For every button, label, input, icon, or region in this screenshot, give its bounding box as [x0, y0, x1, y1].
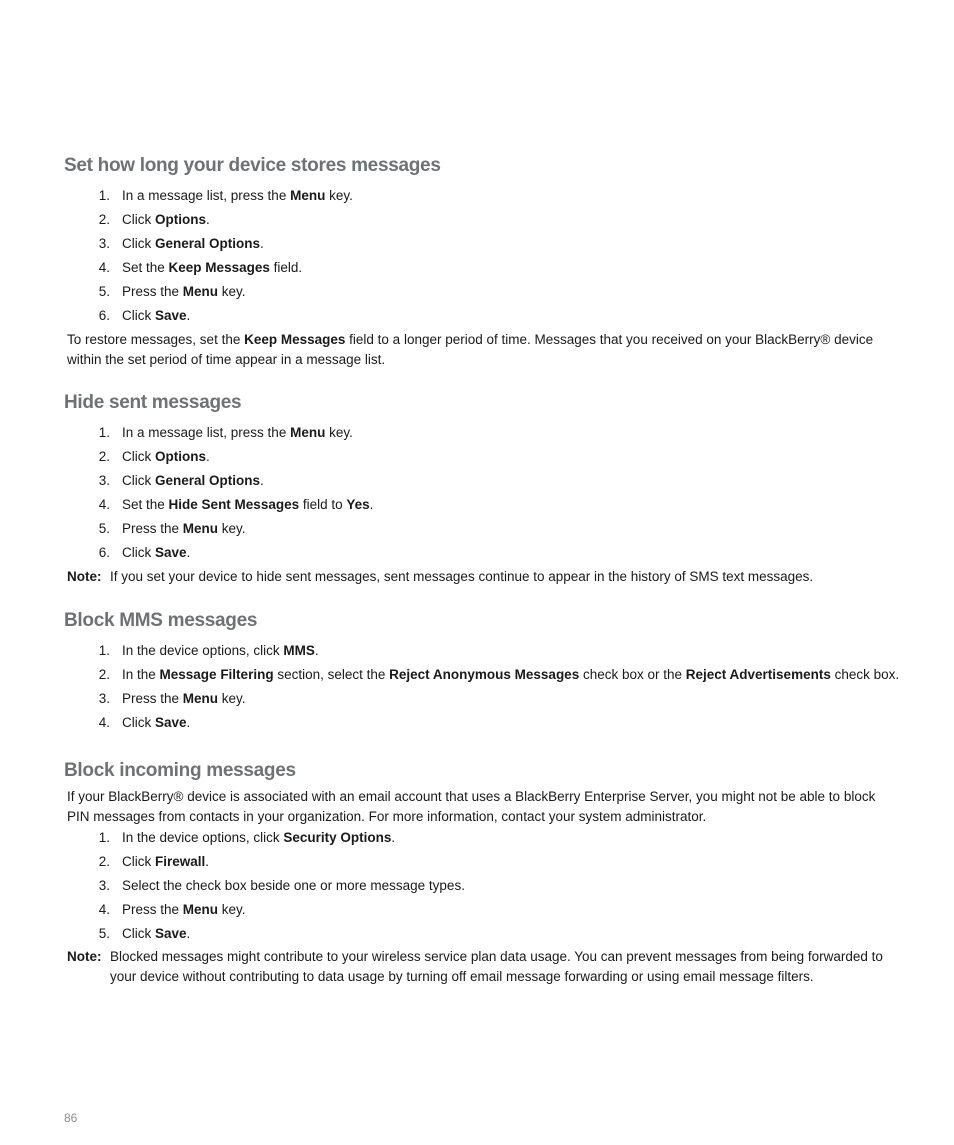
- step-text: [110, 541, 190, 565]
- step-number: 2.: [98, 667, 110, 682]
- step-number: 5.: [98, 521, 110, 536]
- text-run: In the: [122, 667, 160, 682]
- step-text: [110, 256, 302, 280]
- text-run: Click: [122, 212, 155, 227]
- step-item: [64, 711, 894, 735]
- step-number: 4.: [98, 260, 110, 275]
- note-text: If you set your device to hide sent messages, sent messages continue to appear in the history of SMS text messages.: [110, 569, 814, 584]
- step-text: [110, 493, 373, 517]
- ui-term: Save: [155, 308, 187, 323]
- step-text: [110, 922, 190, 946]
- step-number: 1.: [98, 425, 110, 440]
- section-hide-sent: [64, 392, 894, 587]
- step-item: [64, 208, 894, 232]
- text-run: In a message list, press the: [122, 425, 291, 440]
- step-item: [64, 304, 894, 328]
- ui-term: Yes: [346, 497, 370, 512]
- ui-term: Menu: [182, 284, 219, 299]
- step-number: 6.: [98, 308, 110, 323]
- text-run: .: [206, 449, 210, 464]
- text-run: Press the: [122, 521, 183, 536]
- step-text: [110, 232, 264, 256]
- step-number: 1.: [98, 830, 110, 845]
- ui-term: Keep Messages: [168, 260, 270, 275]
- section-heading: Block incoming messages: [64, 760, 296, 781]
- step-item: [64, 469, 894, 493]
- ui-term: Reject Advertisements: [685, 667, 831, 682]
- text-run: .: [391, 830, 396, 845]
- paragraph: [64, 330, 894, 369]
- section-heading: Set how long your device stores messages: [64, 155, 441, 176]
- text-run: key.: [218, 284, 246, 299]
- text-run: If your BlackBerry® device is associated with an email account that uses a BlackBerry Enterprise Server, you might not be able to block PIN messages from contacts in your organization. For more information, contact your system administrator.: [67, 789, 876, 824]
- text-run: key.: [218, 902, 246, 917]
- section-block-mms: [64, 610, 900, 735]
- ui-term: Menu: [182, 902, 219, 917]
- step-item: [64, 687, 894, 711]
- ui-term: Save: [155, 926, 187, 941]
- text-run: .: [186, 926, 191, 941]
- step-item: [64, 493, 894, 517]
- text-run: Click: [122, 715, 155, 730]
- step-text: [110, 711, 190, 735]
- steps-list: [64, 421, 894, 565]
- step-item: [64, 232, 894, 256]
- text-run: .: [369, 497, 374, 512]
- note-label: Note:: [67, 569, 102, 584]
- text-run: Press the: [122, 284, 183, 299]
- step-number: 2.: [98, 212, 110, 227]
- step-text: [110, 639, 319, 663]
- text-run: Click: [122, 854, 155, 869]
- paragraph: [64, 787, 894, 826]
- ui-term: Save: [155, 715, 187, 730]
- text-run: .: [260, 236, 264, 251]
- text-run: Select the check box beside one or more message types.: [122, 878, 465, 893]
- section-store-messages: [64, 155, 894, 369]
- step-text: [110, 826, 395, 850]
- step-item: [64, 517, 894, 541]
- ui-term: Hide Sent Messages: [168, 497, 300, 512]
- text-run: key.: [325, 425, 353, 440]
- section-block-incoming: [64, 760, 894, 986]
- step-number: 1.: [98, 643, 110, 658]
- step-text: [110, 663, 899, 687]
- text-run: To restore messages, set the: [67, 332, 245, 347]
- text-run: In the device options, click: [122, 830, 284, 845]
- step-item: [64, 874, 894, 898]
- step-item: [64, 256, 894, 280]
- text-run: key.: [218, 521, 246, 536]
- section-heading: Block MMS messages: [64, 610, 258, 631]
- step-item: [64, 280, 894, 304]
- step-number: 1.: [98, 188, 110, 203]
- step-text: [110, 898, 246, 922]
- text-run: Click: [122, 449, 155, 464]
- step-item: [64, 922, 894, 946]
- page-number: 86: [64, 1111, 78, 1125]
- text-run: field to a longer period of time. Messages that you received on your BlackBerry® device within the set period of time appear in a message list.: [67, 332, 874, 367]
- step-number: 3.: [98, 878, 110, 893]
- step-text: [110, 517, 246, 541]
- text-run: .: [186, 308, 191, 323]
- text-run: .: [205, 854, 210, 869]
- step-text: [110, 469, 264, 493]
- ui-term: General Options: [155, 473, 261, 488]
- step-item: [64, 663, 900, 687]
- step-text: [110, 874, 465, 898]
- step-number: 4.: [98, 497, 110, 512]
- step-item: [64, 850, 894, 874]
- text-run: .: [206, 212, 210, 227]
- step-text: [110, 184, 353, 208]
- text-run: .: [186, 715, 191, 730]
- text-run: check box.: [830, 667, 900, 682]
- step-number: 3.: [98, 473, 110, 488]
- step-number: 5.: [98, 284, 110, 299]
- text-run: Press the: [122, 691, 183, 706]
- text-run: Click: [122, 926, 155, 941]
- step-number: 5.: [98, 926, 110, 941]
- note-label: Note:: [67, 949, 102, 964]
- text-run: field.: [269, 260, 303, 275]
- ui-term: Menu: [182, 521, 219, 536]
- steps-list: [64, 184, 894, 328]
- text-run: .: [260, 473, 264, 488]
- text-run: key.: [325, 188, 353, 203]
- ui-term: Security Options: [283, 830, 392, 845]
- text-run: .: [314, 643, 319, 658]
- step-text: [110, 421, 353, 445]
- text-run: In a message list, press the: [122, 188, 291, 203]
- text-run: Click: [122, 545, 155, 560]
- step-text: [110, 304, 190, 328]
- step-item: [64, 184, 894, 208]
- step-text: [110, 687, 246, 711]
- ui-term: Keep Messages: [244, 332, 346, 347]
- note: [64, 947, 894, 986]
- step-item: [64, 541, 894, 565]
- text-run: Press the: [122, 902, 183, 917]
- text-run: field to: [299, 497, 347, 512]
- note: [64, 567, 894, 587]
- steps-list: [64, 826, 894, 946]
- step-text: [110, 445, 210, 469]
- step-number: 4.: [98, 715, 110, 730]
- ui-term: Options: [155, 449, 206, 464]
- text-run: Click: [122, 473, 155, 488]
- step-number: 2.: [98, 449, 110, 464]
- step-item: [64, 445, 894, 469]
- step-number: 3.: [98, 691, 110, 706]
- step-item: [64, 421, 894, 445]
- section-heading: Hide sent messages: [64, 392, 242, 413]
- ui-term: Menu: [290, 188, 326, 203]
- steps-list: [64, 639, 900, 735]
- step-text: [110, 280, 246, 304]
- ui-term: Menu: [290, 425, 326, 440]
- step-text: [110, 208, 210, 232]
- step-item: [64, 826, 894, 850]
- step-number: 4.: [98, 902, 110, 917]
- ui-term: Reject Anonymous Messages: [389, 667, 580, 682]
- step-number: 2.: [98, 854, 110, 869]
- text-run: Set the: [122, 260, 169, 275]
- text-run: Set the: [122, 497, 169, 512]
- step-text: [110, 850, 209, 874]
- text-run: In the device options, click: [122, 643, 284, 658]
- step-item: [64, 898, 894, 922]
- step-item: [64, 639, 894, 663]
- ui-term: Message Filtering: [159, 667, 274, 682]
- text-run: key.: [218, 691, 246, 706]
- step-number: 6.: [98, 545, 110, 560]
- ui-term: Firewall: [155, 854, 206, 869]
- note-text: Blocked messages might contribute to your wireless service plan data usage. You can prevent messages from being forwarded to your device without contributing to data usage by turning off email message forwarding or using email message filters.: [110, 949, 883, 984]
- ui-term: Options: [155, 212, 206, 227]
- ui-term: Menu: [182, 691, 219, 706]
- text-run: .: [186, 545, 191, 560]
- text-run: Click: [122, 308, 155, 323]
- text-run: check box or the: [579, 667, 686, 682]
- ui-term: Save: [155, 545, 187, 560]
- text-run: section, select the: [273, 667, 390, 682]
- ui-term: MMS: [283, 643, 315, 658]
- ui-term: General Options: [155, 236, 261, 251]
- step-number: 3.: [98, 236, 110, 251]
- text-run: Click: [122, 236, 155, 251]
